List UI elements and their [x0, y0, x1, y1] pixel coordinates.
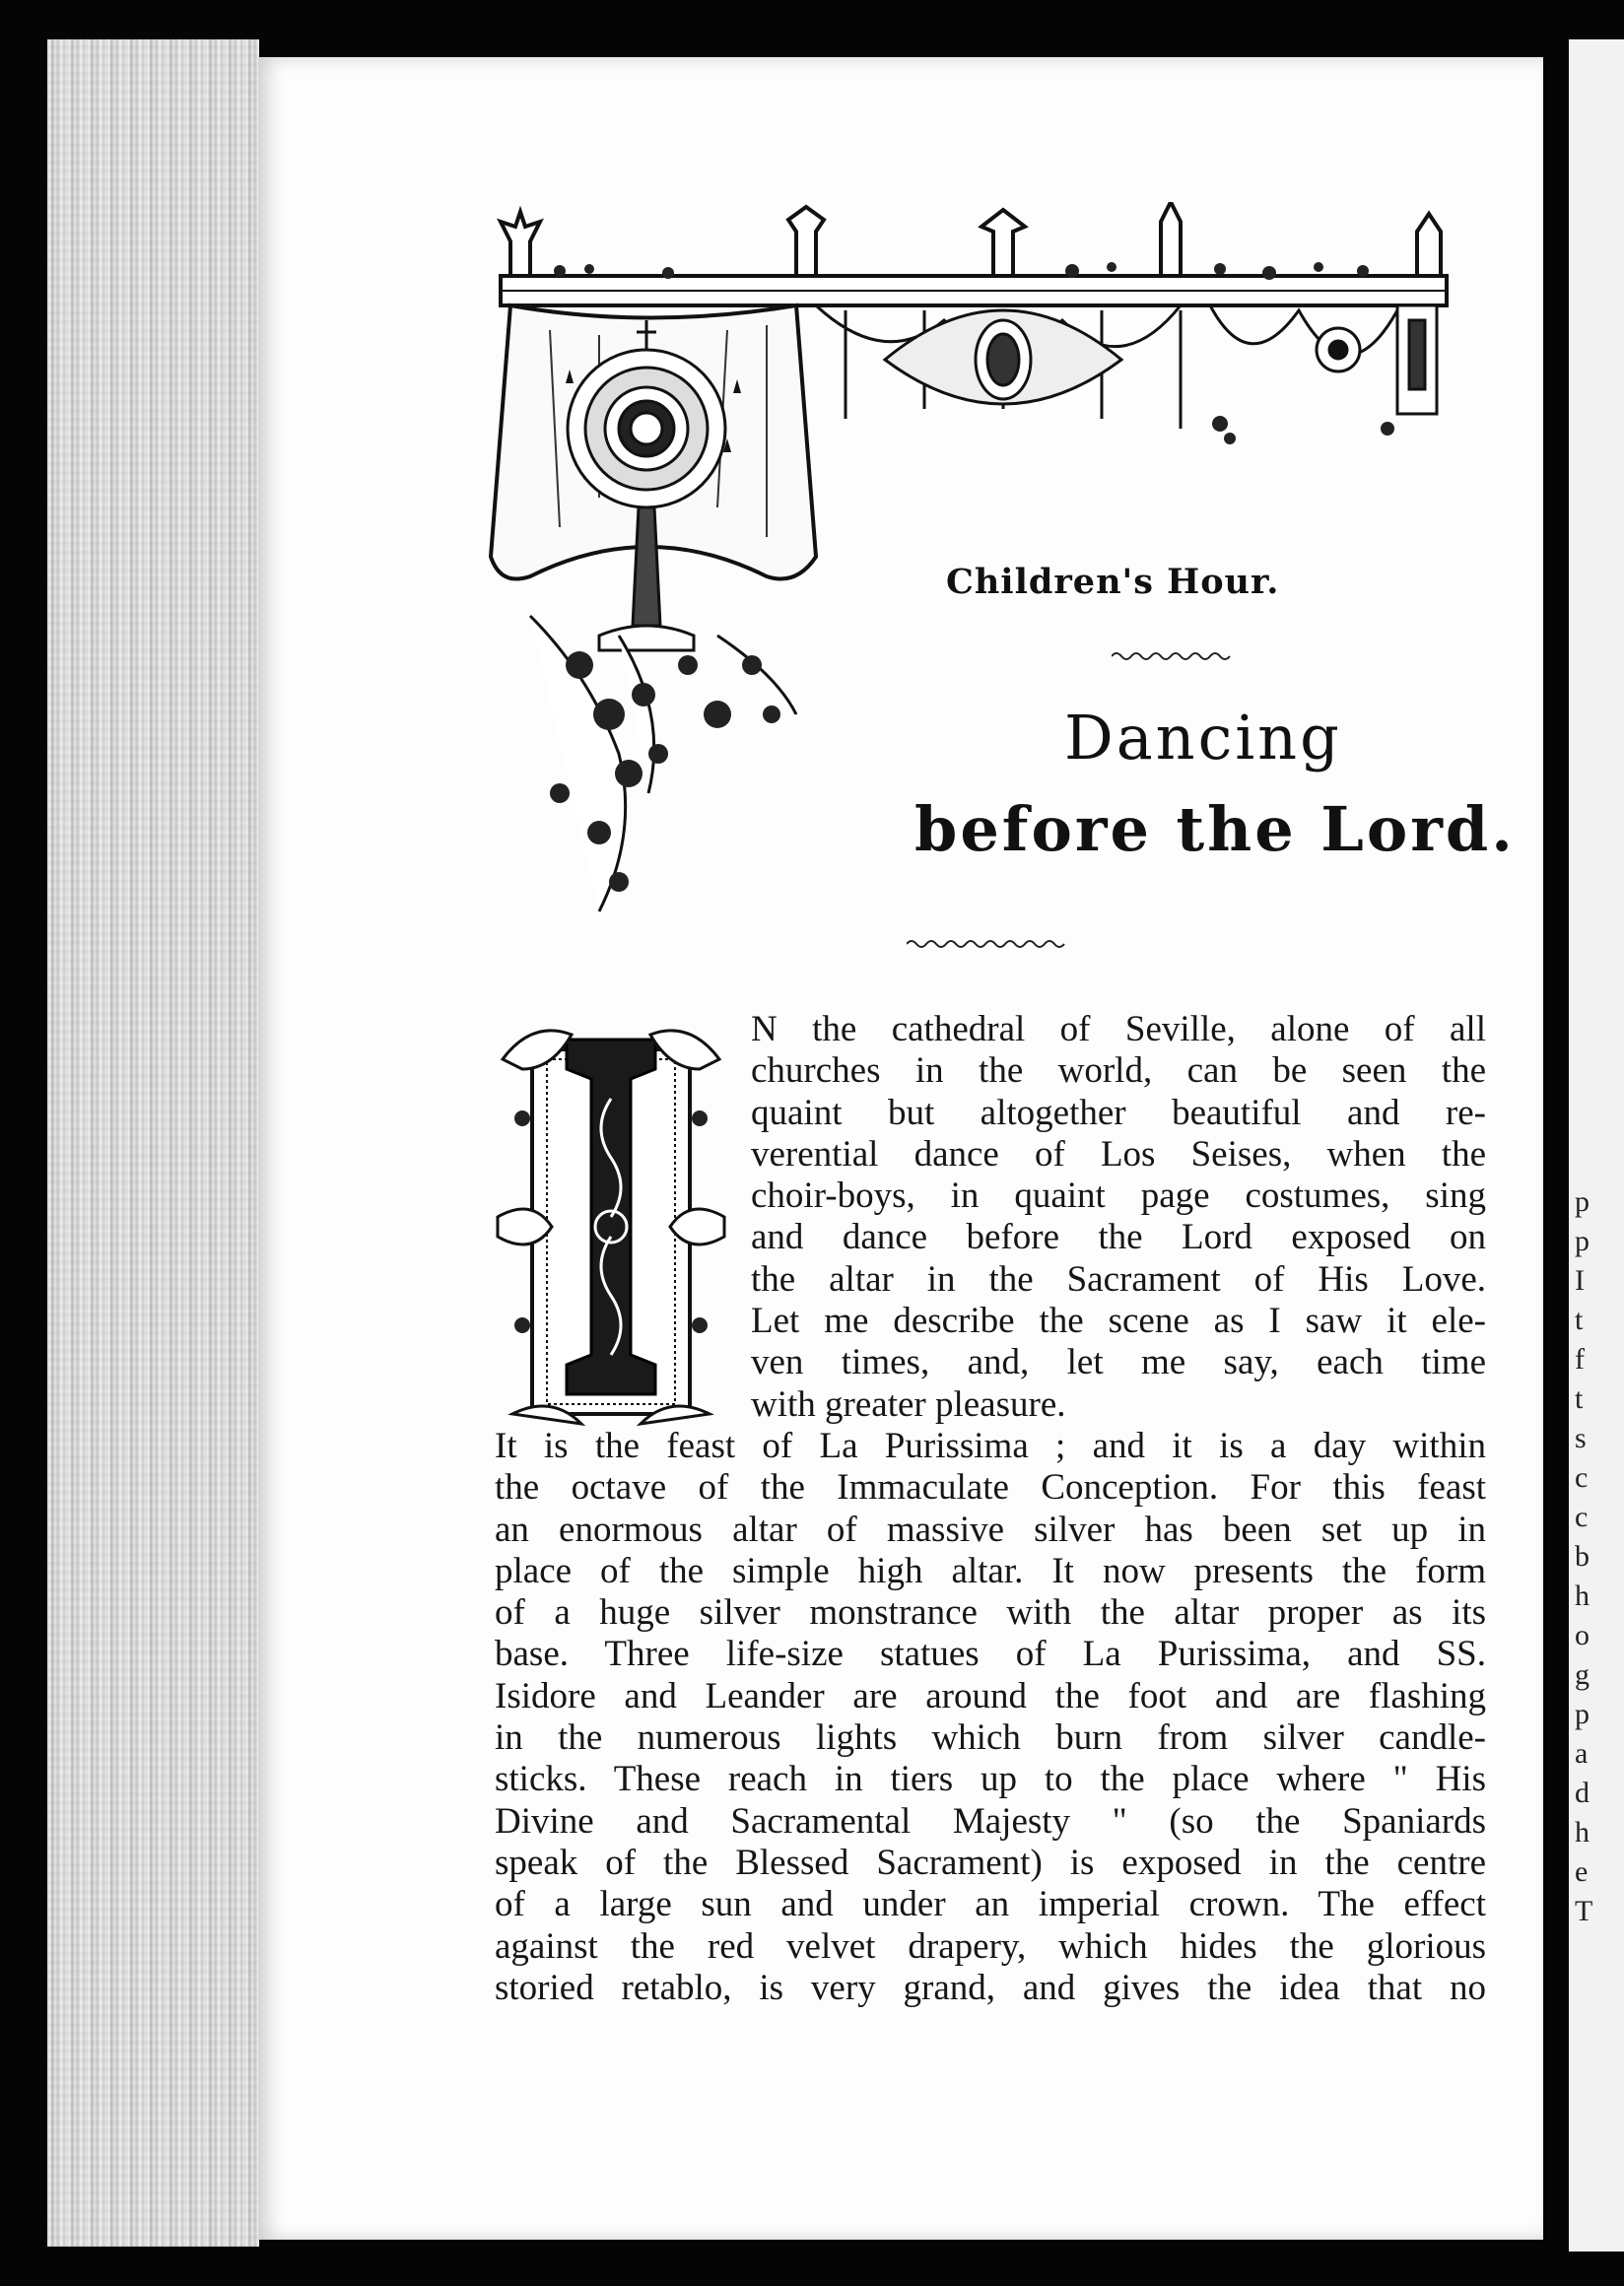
- next-page-letter: f: [1575, 1343, 1585, 1376]
- text-line: against the red velvet drapery, which hides the glorious: [495, 1925, 1486, 1967]
- wavy-rule-icon: [907, 938, 1066, 950]
- text-line: with greater pleasure.: [751, 1383, 1066, 1425]
- text-line: It is the feast of La Purissima ; and it is a day within: [495, 1426, 1486, 1466]
- next-page-letter: I: [1575, 1264, 1585, 1297]
- next-page-letter: o: [1575, 1619, 1590, 1651]
- text-line: in the numerous lights which burn from silver candle-: [495, 1717, 1486, 1759]
- next-page-letter: t: [1575, 1304, 1584, 1336]
- title-line-1: Dancing: [1064, 702, 1342, 773]
- text-line: N the cathedral of Seville, alone of all: [751, 1009, 1486, 1049]
- next-page-margin: [1569, 39, 1624, 2252]
- next-page-letter: b: [1575, 1540, 1590, 1573]
- next-page-letter: a: [1575, 1737, 1589, 1770]
- text-line: an enormous altar of massive silver has been set up in: [495, 1509, 1486, 1550]
- next-page-letter: c: [1575, 1501, 1589, 1533]
- body-paragraph: [495, 1426, 1486, 2009]
- text-line: base. Three life-size statues of La Purissima, and SS.: [495, 1634, 1486, 1675]
- text-line: the octave of the Immaculate Conception. For this feast: [495, 1467, 1486, 1509]
- next-page-letter: g: [1575, 1658, 1590, 1691]
- text-line: storied retablo, is very grand, and gives the idea that no: [495, 1967, 1486, 2008]
- text-line: place of the simple high altar. It now presents the form: [495, 1550, 1486, 1591]
- text-line: choir-boys, in quaint page costumes, sing: [751, 1176, 1486, 1217]
- opening-paragraph: [751, 1009, 1486, 1426]
- next-page-letter: p: [1575, 1225, 1590, 1257]
- next-page-letter: p: [1575, 1698, 1590, 1730]
- text-line: churches in the world, can be seen the: [751, 1050, 1486, 1092]
- wavy-rule-icon: [1112, 650, 1232, 662]
- next-page-letter: c: [1575, 1461, 1589, 1494]
- text-line: of a huge silver monstrance with the altar proper as its: [495, 1592, 1486, 1634]
- section-title: Children's Hour.: [946, 562, 1280, 602]
- text-line: verential dance of Los Seises, when the: [751, 1133, 1486, 1175]
- text-line: Divine and Sacramental Majesty " (so the Spaniards: [495, 1800, 1486, 1842]
- next-page-letter: d: [1575, 1777, 1590, 1809]
- ornamental-initial-icon: [493, 1000, 729, 1434]
- text-line: Let me describe the scene as I saw it ele-: [751, 1301, 1486, 1342]
- text-line: and dance before the Lord exposed on: [751, 1217, 1486, 1258]
- next-page-letter: e: [1575, 1855, 1589, 1888]
- text-line: ven times, and, let me say, each time: [751, 1342, 1486, 1383]
- text-line: quaint but altogether beautiful and re-: [751, 1092, 1486, 1133]
- next-page-letter: t: [1575, 1382, 1584, 1415]
- next-page-letter: h: [1575, 1816, 1590, 1849]
- next-page-letter: s: [1575, 1422, 1587, 1454]
- next-page-letter: T: [1575, 1895, 1593, 1927]
- title-line-2: before the Lord.: [914, 793, 1516, 865]
- next-page-letter: p: [1575, 1185, 1590, 1218]
- book-page-edges: [47, 39, 259, 2247]
- text-line: sticks. These reach in tiers up to the place where " His: [495, 1759, 1486, 1800]
- text-line: the altar in the Sacrament of His Love.: [751, 1258, 1486, 1300]
- text-line: of a large sun and under an imperial crown. The effect: [495, 1884, 1486, 1925]
- text-line: Isidore and Leander are around the foot and are flashing: [495, 1675, 1486, 1716]
- text-line: speak of the Blessed Sacrament) is exposed in the centre: [495, 1842, 1486, 1883]
- next-page-letter: h: [1575, 1580, 1590, 1612]
